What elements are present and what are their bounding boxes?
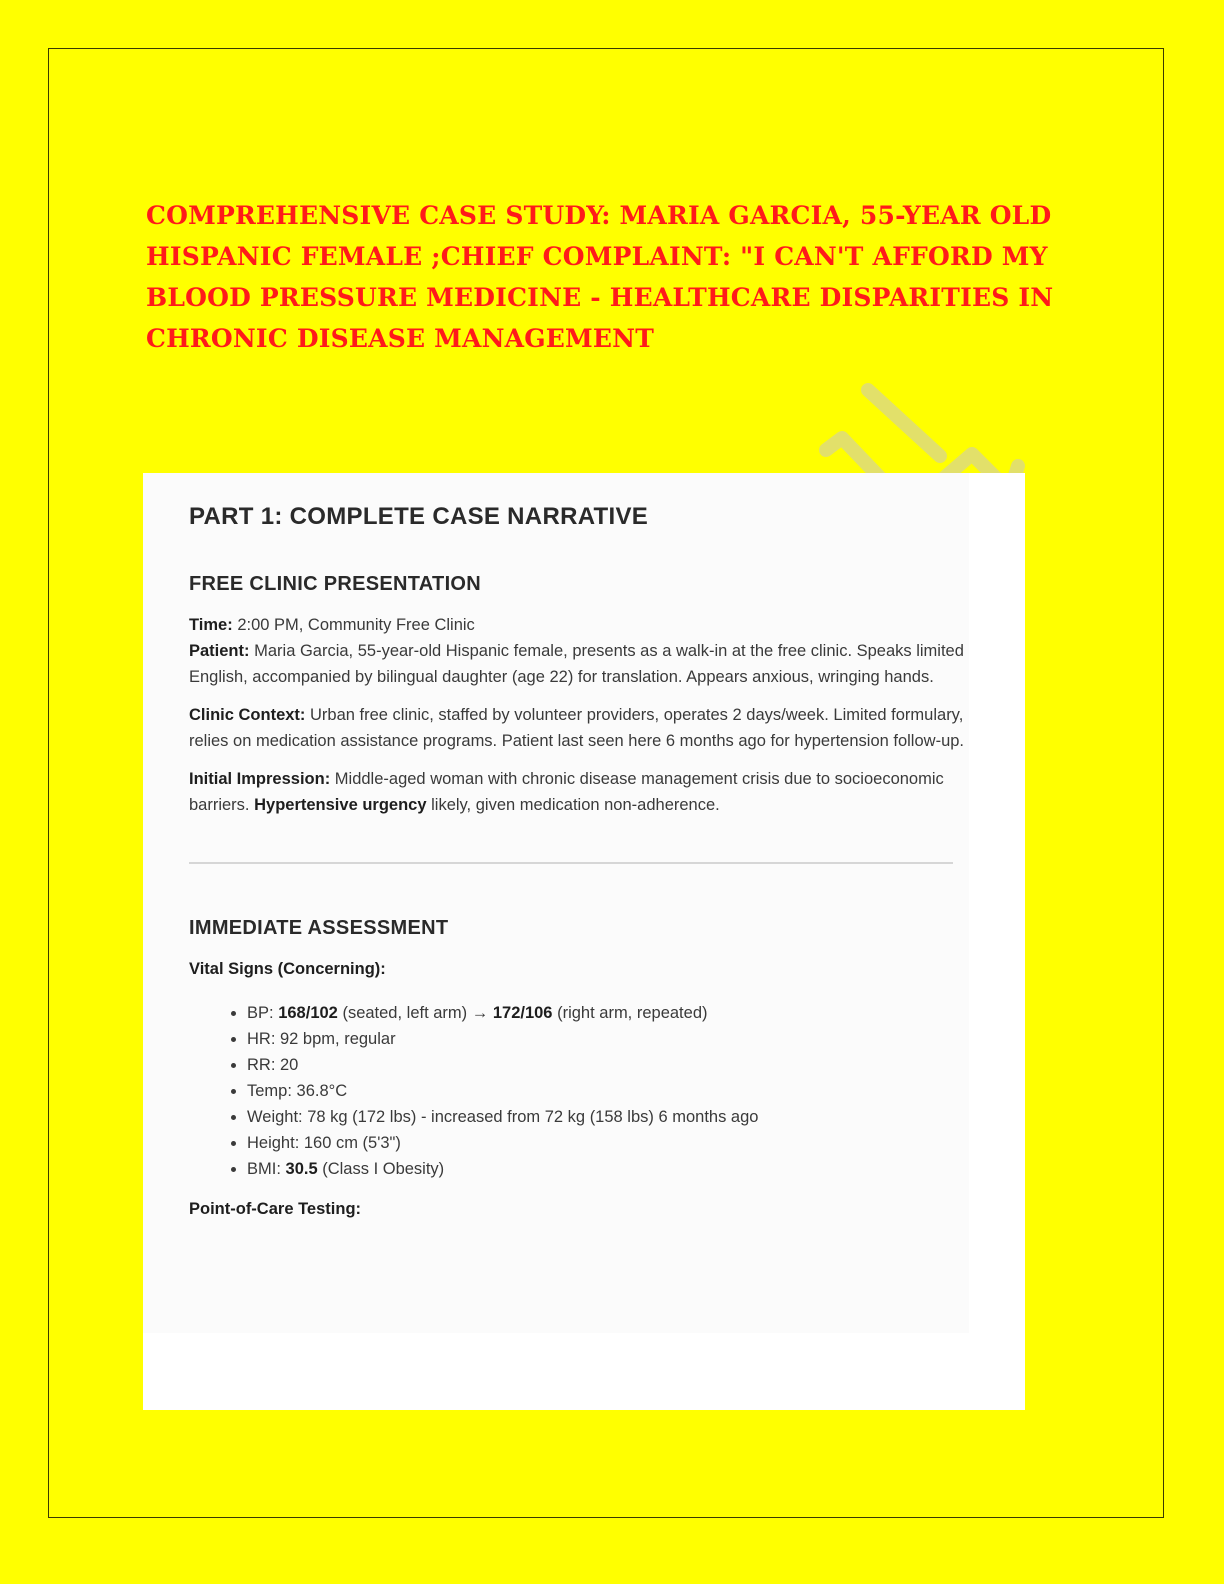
- vitals-label: Vital Signs (Concerning):: [189, 960, 386, 978]
- list-item: • Weight: 78 kg (172 lbs) - increased from 72 kg (158 lbs) 6 months ago: [247, 1104, 969, 1130]
- list-item: [247, 1156, 969, 1182]
- bp-middle: (seated, left arm) →: [342, 1004, 489, 1022]
- bmi-suffix: (Class I Obesity): [322, 1160, 445, 1178]
- impression-value-2: likely, given medication non-adherence.: [431, 796, 720, 814]
- bmi-prefix: BMI:: [247, 1160, 281, 1178]
- bp-suffix: (right arm, repeated): [557, 1004, 708, 1022]
- document-content: [189, 501, 969, 1240]
- patient-value: Maria Garcia, 55-year-old Hispanic female, presents as a walk-in at the free clinic. Speaks limited English, accompanied by bilingual daughter (age 22) for translation. Appears anxious, wringing hands.: [189, 642, 964, 686]
- bp-prefix: BP:: [247, 1004, 274, 1022]
- time-label: Time:: [189, 616, 233, 634]
- bp-value-2: 172/106: [492, 1004, 553, 1022]
- presentation-heading: FREE CLINIC PRESENTATION: [189, 573, 482, 595]
- part-heading: PART 1: COMPLETE CASE NARRATIVE: [189, 503, 649, 530]
- context-label: Clinic Context:: [189, 706, 306, 724]
- impression-bold: Hypertensive urgency: [254, 796, 427, 814]
- list-item: [247, 1000, 969, 1026]
- list-item: • Temp: 36.8°C: [247, 1078, 969, 1104]
- initial-impression-paragraph: [189, 766, 969, 818]
- time-patient-paragraph: [189, 612, 969, 690]
- impression-value-1: Middle-aged woman with chronic disease management crisis due to socioeconomic barriers.: [189, 770, 944, 814]
- assessment-heading: IMMEDIATE ASSESSMENT: [189, 917, 449, 939]
- time-value: 2:00 PM, Community Free Clinic: [237, 616, 475, 634]
- patient-label: Patient:: [189, 642, 250, 660]
- list-item: • Height: 160 cm (5'3"): [247, 1130, 969, 1156]
- list-item: • HR: 92 bpm, regular: [247, 1026, 969, 1052]
- poc-testing-label: Point-of-Care Testing:: [189, 1200, 362, 1218]
- document-title: COMPREHENSIVE CASE STUDY: MARIA GARCIA, 55-YEAR OLD HISPANIC FEMALE ;CHIEF COMPLAINT: "I CAN'T AFFORD MY BLOOD PRESSURE MEDICINE - HEALTHCARE DISPARITIES IN CHRONIC DISEASE MANAGEMENT: [146, 201, 1054, 353]
- context-value: Urban free clinic, staffed by volunteer providers, operates 2 days/week. Limited formulary, relies on medication assistance programs. Patient last seen here 6 months ago for hypertension follow-up.: [189, 706, 965, 750]
- bp-value-1: 168/102: [278, 1004, 338, 1022]
- bmi-value: 30.5: [285, 1160, 318, 1178]
- vital-signs-list: [189, 1000, 969, 1182]
- clinic-context-paragraph: [189, 702, 969, 754]
- impression-label: Initial Impression:: [189, 770, 331, 788]
- section-divider: [189, 862, 953, 864]
- list-item: • RR: 20: [247, 1052, 969, 1078]
- document-screenshot-card: [143, 473, 1025, 1410]
